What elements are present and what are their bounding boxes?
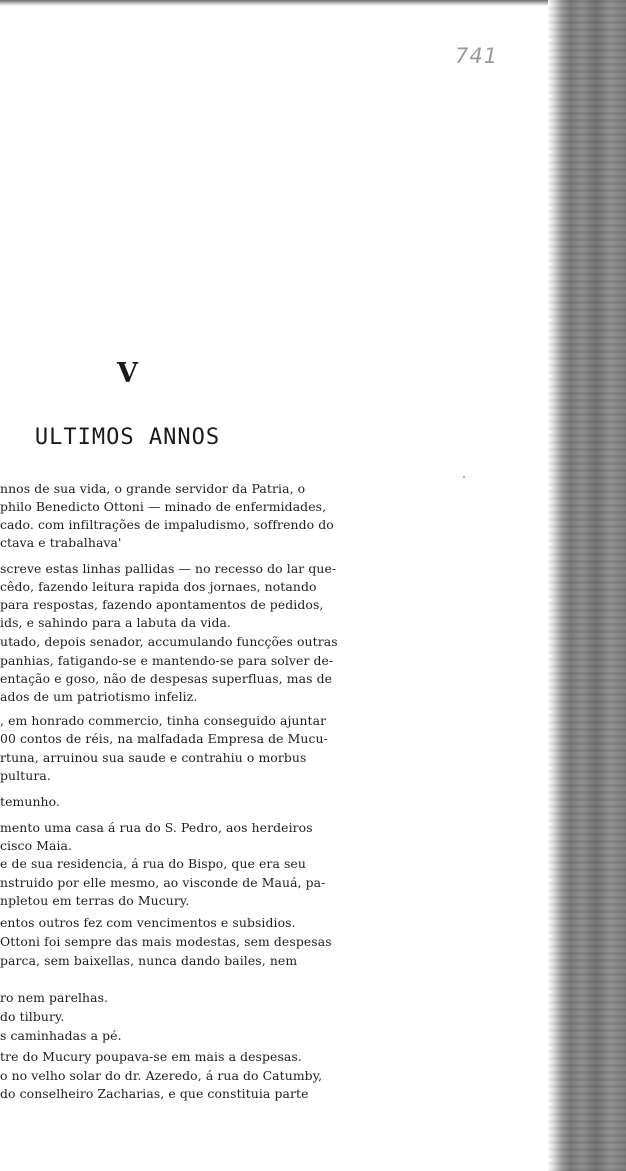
text-line: entação e goso, não de despesas superfluas, mas de <box>0 671 333 686</box>
text-line: ro nem parelhas. <box>0 990 109 1005</box>
text-line: s caminhadas a pé. <box>0 1028 122 1043</box>
text-line: utado, depois senador, accumulando funcções outras <box>0 634 338 649</box>
text-line: do tilbury. <box>0 1009 65 1024</box>
text-line: nnos de sua vida, o grande servidor da Patria, o <box>0 481 306 496</box>
text-line: temunho. <box>0 794 60 809</box>
text-line: mento uma casa á rua do S. Pedro, aos herdeiros <box>0 820 313 835</box>
chapter-number: V <box>117 358 138 389</box>
text-line: panhias, fatigando-se e mantendo-se para solver de- <box>0 653 334 668</box>
text-line: Ottoni foi sempre das mais modestas, sem despesas <box>0 934 332 949</box>
text-line: cêdo, fazendo leitura rapida dos jornaes, notando <box>0 579 317 594</box>
scan-speck <box>463 476 465 478</box>
text-line: ids, e sahindo para a labuta da vida. <box>0 615 232 630</box>
text-line: , em honrado commercio, tinha conseguido ajuntar <box>0 713 327 728</box>
text-line: nstruido por elle mesmo, ao visconde de Mauá, pa- <box>0 875 326 890</box>
text-line: parca, sem baixellas, nunca dando bailes, nem <box>0 953 298 968</box>
text-line: para respostas, fazendo apontamentos de pedidos, <box>0 597 324 612</box>
text-line: cado. com infiltrações de impaludismo, soffrendo do <box>0 517 334 532</box>
text-line: ctava e trabalhava' <box>0 535 122 550</box>
text-line: e de sua residencia, á rua do Bispo, que era seu <box>0 856 306 871</box>
chapter-title: ULTIMOS ANNOS <box>34 425 221 450</box>
text-line: entos outros fez com vencimentos e subsidios. <box>0 915 296 930</box>
text-line: rtuna, arruinou sua saude e contrahiu o morbus <box>0 750 307 765</box>
text-line: o no velho solar do dr. Azeredo, á rua do Catumby, <box>0 1068 323 1083</box>
text-line: 00 contos de réis, na malfadada Empresa de Mucu- <box>0 731 328 746</box>
book-spine-edge <box>548 0 626 1171</box>
text-line: philo Benedicto Ottoni — minado de enfermidades, <box>0 499 327 514</box>
text-line: pultura. <box>0 768 51 783</box>
handwritten-folio-number: 741 <box>455 44 499 68</box>
text-line: screve estas linhas pallidas — no recesso do lar que- <box>0 561 337 576</box>
text-line: tre do Mucury poupava-se em mais a despesas. <box>0 1049 302 1064</box>
text-line: cisco Maia. <box>0 838 73 853</box>
page-top-shadow <box>0 0 560 6</box>
text-line: npletou em terras do Mucury. <box>0 893 190 908</box>
text-line: do conselheiro Zacharias, e que constituia parte <box>0 1086 309 1101</box>
text-line: ados de um patriotismo infeliz. <box>0 689 198 704</box>
text-line <box>0 971 548 989</box>
